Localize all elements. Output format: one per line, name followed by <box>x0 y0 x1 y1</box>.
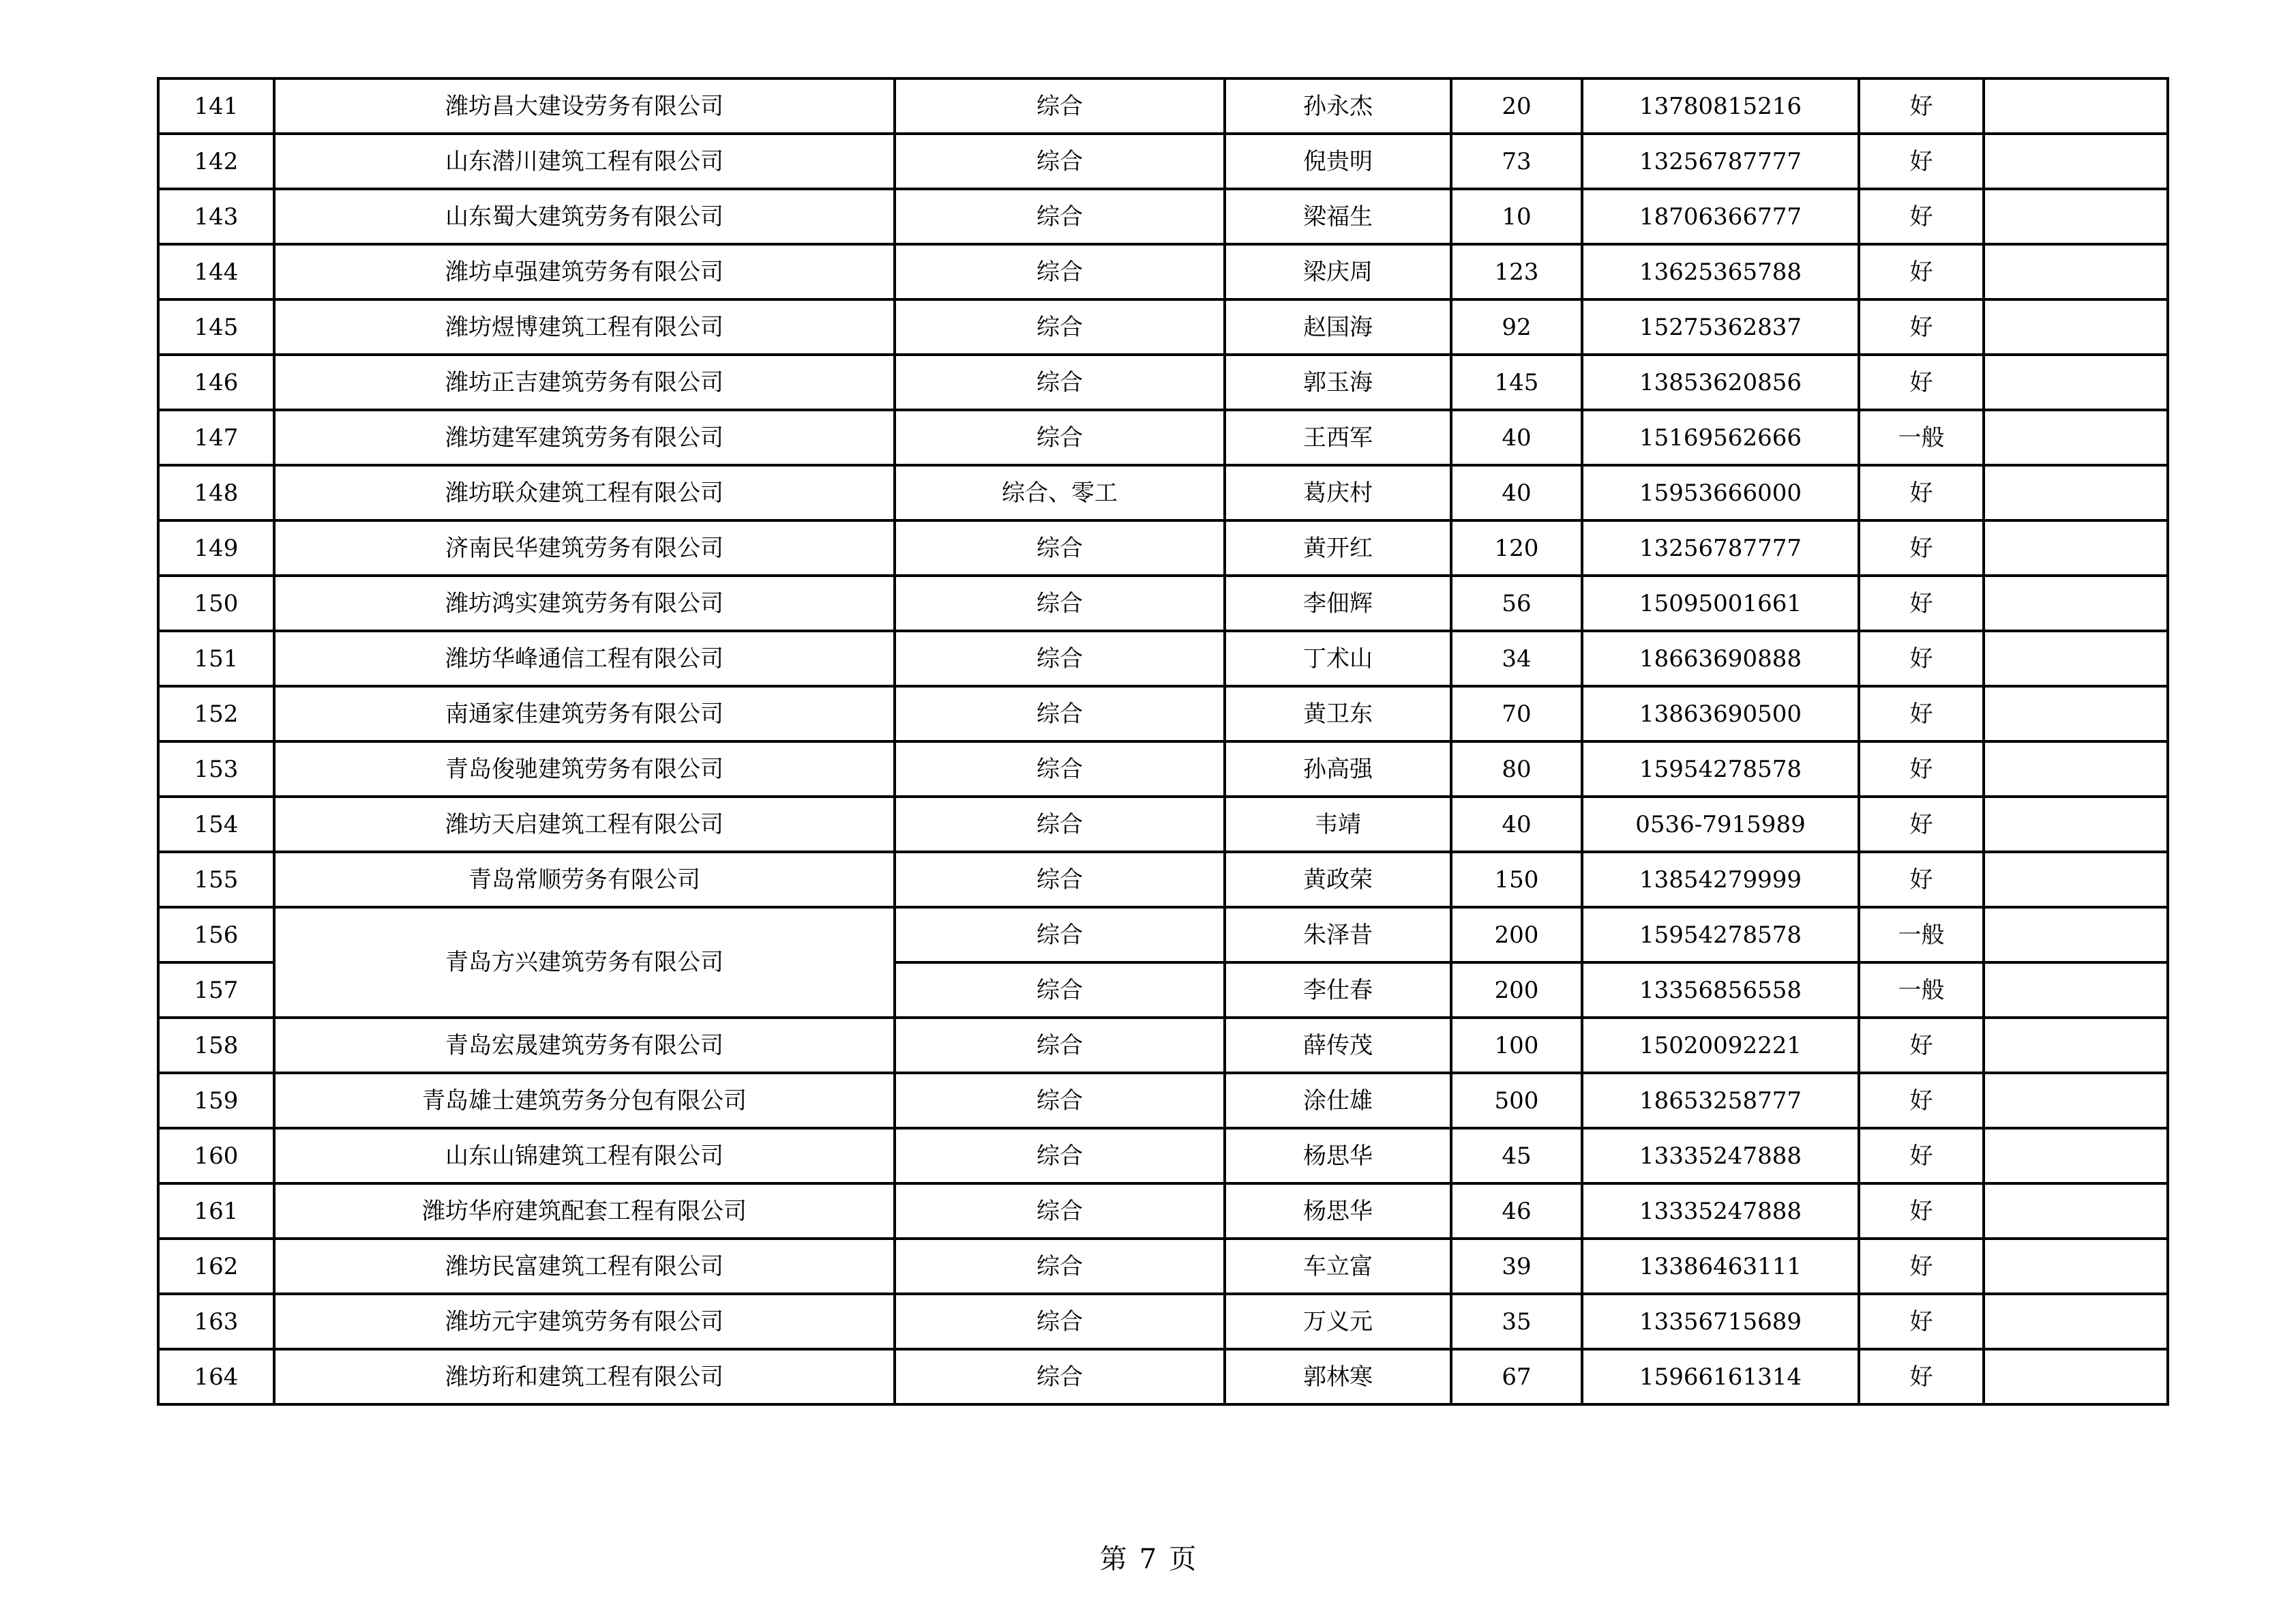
phone-number-cell: 13335247888 <box>1582 1128 1859 1183</box>
company-name-cell: 潍坊卓强建筑劳务有限公司 <box>274 244 895 299</box>
contact-person-cell: 丁术山 <box>1225 631 1451 686</box>
company-name-cell: 青岛宏晟建筑劳务有限公司 <box>274 1018 895 1073</box>
contact-person-cell: 郭林寒 <box>1225 1349 1451 1404</box>
contact-person-cell: 车立富 <box>1225 1239 1451 1294</box>
page-number-prefix: 第 <box>1099 1544 1127 1575</box>
contact-person-cell: 黄卫东 <box>1225 686 1451 741</box>
table-row <box>158 1349 2168 1404</box>
work-type-cell: 综合 <box>895 907 1225 962</box>
table-row <box>158 134 2168 189</box>
worker-count-cell: 34 <box>1451 631 1582 686</box>
row-number-cell: 159 <box>158 1073 274 1128</box>
worker-count-cell: 200 <box>1451 907 1582 962</box>
table-row <box>158 465 2168 520</box>
table-row <box>158 355 2168 410</box>
work-type-cell: 综合 <box>895 631 1225 686</box>
remark-cell <box>1984 1183 2168 1239</box>
remark-cell <box>1984 520 2168 576</box>
phone-number-cell: 13625365788 <box>1582 244 1859 299</box>
rating-cell: 好 <box>1859 741 1984 797</box>
row-number-cell: 145 <box>158 299 274 355</box>
work-type-cell: 综合 <box>895 1128 1225 1183</box>
work-type-cell: 综合 <box>895 797 1225 852</box>
row-number-cell: 154 <box>158 797 274 852</box>
work-type-cell: 综合 <box>895 1073 1225 1128</box>
contractor-table <box>157 77 2169 1406</box>
rating-cell: 一般 <box>1859 962 1984 1018</box>
row-number-cell: 162 <box>158 1239 274 1294</box>
rating-cell: 好 <box>1859 299 1984 355</box>
rating-cell: 好 <box>1859 1294 1984 1349</box>
company-name-cell: 潍坊煜博建筑工程有限公司 <box>274 299 895 355</box>
page-number-suffix: 页 <box>1169 1544 1197 1575</box>
remark-cell <box>1984 962 2168 1018</box>
company-name-cell: 潍坊天启建筑工程有限公司 <box>274 797 895 852</box>
company-name-cell: 潍坊民富建筑工程有限公司 <box>274 1239 895 1294</box>
worker-count-cell: 20 <box>1451 78 1582 134</box>
work-type-cell: 综合 <box>895 962 1225 1018</box>
row-number-cell: 158 <box>158 1018 274 1073</box>
remark-cell <box>1984 631 2168 686</box>
phone-number-cell: 13256787777 <box>1582 520 1859 576</box>
worker-count-cell: 40 <box>1451 410 1582 465</box>
worker-count-cell: 200 <box>1451 962 1582 1018</box>
company-name-cell: 青岛常顺劳务有限公司 <box>274 852 895 907</box>
rating-cell: 好 <box>1859 78 1984 134</box>
row-number-cell: 147 <box>158 410 274 465</box>
rating-cell: 好 <box>1859 134 1984 189</box>
company-name-cell: 潍坊元宇建筑劳务有限公司 <box>274 1294 895 1349</box>
company-name-cell: 济南民华建筑劳务有限公司 <box>274 520 895 576</box>
phone-number-cell: 0536-7915989 <box>1582 797 1859 852</box>
contact-person-cell: 万义元 <box>1225 1294 1451 1349</box>
row-number-cell: 141 <box>158 78 274 134</box>
company-name-cell: 南通家佳建筑劳务有限公司 <box>274 686 895 741</box>
rating-cell: 好 <box>1859 852 1984 907</box>
phone-number-cell: 13356856558 <box>1582 962 1859 1018</box>
work-type-cell: 综合 <box>895 520 1225 576</box>
company-name-cell: 山东蜀大建筑劳务有限公司 <box>274 189 895 244</box>
remark-cell <box>1984 1128 2168 1183</box>
phone-number-cell: 15966161314 <box>1582 1349 1859 1404</box>
contact-person-cell: 李佃辉 <box>1225 576 1451 631</box>
contact-person-cell: 黄开红 <box>1225 520 1451 576</box>
worker-count-cell: 123 <box>1451 244 1582 299</box>
phone-number-cell: 15954278578 <box>1582 907 1859 962</box>
page-number <box>0 1546 2296 1573</box>
row-number-cell: 155 <box>158 852 274 907</box>
rating-cell: 好 <box>1859 686 1984 741</box>
worker-count-cell: 35 <box>1451 1294 1582 1349</box>
table-row <box>158 520 2168 576</box>
phone-number-cell: 13853620856 <box>1582 355 1859 410</box>
worker-count-cell: 56 <box>1451 576 1582 631</box>
worker-count-cell: 67 <box>1451 1349 1582 1404</box>
contact-person-cell: 黄政荣 <box>1225 852 1451 907</box>
table-row <box>158 189 2168 244</box>
phone-number-cell: 15275362837 <box>1582 299 1859 355</box>
worker-count-cell: 40 <box>1451 797 1582 852</box>
remark-cell <box>1984 1349 2168 1404</box>
worker-count-cell: 145 <box>1451 355 1582 410</box>
rating-cell: 好 <box>1859 465 1984 520</box>
company-name-cell: 潍坊正吉建筑劳务有限公司 <box>274 355 895 410</box>
remark-cell <box>1984 410 2168 465</box>
worker-count-cell: 100 <box>1451 1018 1582 1073</box>
phone-number-cell: 15020092221 <box>1582 1018 1859 1073</box>
remark-cell <box>1984 1294 2168 1349</box>
company-name-cell: 青岛方兴建筑劳务有限公司 <box>274 907 895 1018</box>
work-type-cell: 综合 <box>895 1349 1225 1404</box>
row-number-cell: 156 <box>158 907 274 962</box>
rating-cell: 好 <box>1859 355 1984 410</box>
rating-cell: 好 <box>1859 576 1984 631</box>
worker-count-cell: 10 <box>1451 189 1582 244</box>
remark-cell <box>1984 465 2168 520</box>
work-type-cell: 综合 <box>895 299 1225 355</box>
work-type-cell: 综合 <box>895 1183 1225 1239</box>
remark-cell <box>1984 189 2168 244</box>
row-number-cell: 149 <box>158 520 274 576</box>
rating-cell: 好 <box>1859 797 1984 852</box>
row-number-cell: 152 <box>158 686 274 741</box>
phone-number-cell: 13780815216 <box>1582 78 1859 134</box>
rating-cell: 一般 <box>1859 907 1984 962</box>
remark-cell <box>1984 1073 2168 1128</box>
phone-number-cell: 13335247888 <box>1582 1183 1859 1239</box>
phone-number-cell: 18663690888 <box>1582 631 1859 686</box>
work-type-cell: 综合 <box>895 576 1225 631</box>
page-number-value: 7 <box>1139 1544 1157 1575</box>
rating-cell: 一般 <box>1859 410 1984 465</box>
remark-cell <box>1984 686 2168 741</box>
work-type-cell: 综合 <box>895 134 1225 189</box>
contact-person-cell: 葛庆村 <box>1225 465 1451 520</box>
table-row <box>158 852 2168 907</box>
table-row <box>158 1018 2168 1073</box>
work-type-cell: 综合 <box>895 1239 1225 1294</box>
worker-count-cell: 46 <box>1451 1183 1582 1239</box>
contact-person-cell: 孙高强 <box>1225 741 1451 797</box>
row-number-cell: 151 <box>158 631 274 686</box>
table-row <box>158 1183 2168 1239</box>
company-name-cell: 青岛俊驰建筑劳务有限公司 <box>274 741 895 797</box>
contact-person-cell: 倪贵明 <box>1225 134 1451 189</box>
rating-cell: 好 <box>1859 1018 1984 1073</box>
contractor-table-body <box>158 78 2168 1404</box>
table-row <box>158 741 2168 797</box>
work-type-cell: 综合 <box>895 852 1225 907</box>
work-type-cell: 综合 <box>895 1018 1225 1073</box>
company-name-cell: 潍坊珩和建筑工程有限公司 <box>274 1349 895 1404</box>
table-row <box>158 907 2168 962</box>
table-row <box>158 797 2168 852</box>
worker-count-cell: 80 <box>1451 741 1582 797</box>
work-type-cell: 综合、零工 <box>895 465 1225 520</box>
contact-person-cell: 梁福生 <box>1225 189 1451 244</box>
worker-count-cell: 40 <box>1451 465 1582 520</box>
contact-person-cell: 梁庆周 <box>1225 244 1451 299</box>
remark-cell <box>1984 355 2168 410</box>
contact-person-cell: 朱泽昔 <box>1225 907 1451 962</box>
table-row <box>158 299 2168 355</box>
table-row <box>158 686 2168 741</box>
company-name-cell: 山东山锦建筑工程有限公司 <box>274 1128 895 1183</box>
row-number-cell: 148 <box>158 465 274 520</box>
worker-count-cell: 39 <box>1451 1239 1582 1294</box>
phone-number-cell: 13256787777 <box>1582 134 1859 189</box>
contact-person-cell: 李仕春 <box>1225 962 1451 1018</box>
phone-number-cell: 18653258777 <box>1582 1073 1859 1128</box>
row-number-cell: 150 <box>158 576 274 631</box>
work-type-cell: 综合 <box>895 189 1225 244</box>
phone-number-cell: 13386463111 <box>1582 1239 1859 1294</box>
remark-cell <box>1984 244 2168 299</box>
row-number-cell: 161 <box>158 1183 274 1239</box>
contact-person-cell: 杨思华 <box>1225 1183 1451 1239</box>
row-number-cell: 163 <box>158 1294 274 1349</box>
row-number-cell: 146 <box>158 355 274 410</box>
worker-count-cell: 70 <box>1451 686 1582 741</box>
work-type-cell: 综合 <box>895 355 1225 410</box>
work-type-cell: 综合 <box>895 1294 1225 1349</box>
company-name-cell: 青岛雄士建筑劳务分包有限公司 <box>274 1073 895 1128</box>
rating-cell: 好 <box>1859 189 1984 244</box>
table-row <box>158 1128 2168 1183</box>
company-name-cell: 潍坊鸿实建筑劳务有限公司 <box>274 576 895 631</box>
worker-count-cell: 45 <box>1451 1128 1582 1183</box>
row-number-cell: 160 <box>158 1128 274 1183</box>
rating-cell: 好 <box>1859 1128 1984 1183</box>
remark-cell <box>1984 299 2168 355</box>
worker-count-cell: 500 <box>1451 1073 1582 1128</box>
remark-cell <box>1984 907 2168 962</box>
table-row <box>158 410 2168 465</box>
company-name-cell: 潍坊昌大建设劳务有限公司 <box>274 78 895 134</box>
phone-number-cell: 13356715689 <box>1582 1294 1859 1349</box>
row-number-cell: 153 <box>158 741 274 797</box>
remark-cell <box>1984 852 2168 907</box>
remark-cell <box>1984 1239 2168 1294</box>
contact-person-cell: 杨思华 <box>1225 1128 1451 1183</box>
phone-number-cell: 13863690500 <box>1582 686 1859 741</box>
table-row <box>158 576 2168 631</box>
company-name-cell: 潍坊建军建筑劳务有限公司 <box>274 410 895 465</box>
remark-cell <box>1984 797 2168 852</box>
contact-person-cell: 赵国海 <box>1225 299 1451 355</box>
work-type-cell: 综合 <box>895 78 1225 134</box>
company-name-cell: 潍坊联众建筑工程有限公司 <box>274 465 895 520</box>
rating-cell: 好 <box>1859 244 1984 299</box>
contact-person-cell: 孙永杰 <box>1225 78 1451 134</box>
work-type-cell: 综合 <box>895 741 1225 797</box>
table-row <box>158 1294 2168 1349</box>
rating-cell: 好 <box>1859 1073 1984 1128</box>
phone-number-cell: 13854279999 <box>1582 852 1859 907</box>
rating-cell: 好 <box>1859 1183 1984 1239</box>
row-number-cell: 143 <box>158 189 274 244</box>
worker-count-cell: 73 <box>1451 134 1582 189</box>
phone-number-cell: 15953666000 <box>1582 465 1859 520</box>
work-type-cell: 综合 <box>895 244 1225 299</box>
row-number-cell: 157 <box>158 962 274 1018</box>
company-name-cell: 潍坊华峰通信工程有限公司 <box>274 631 895 686</box>
table-row <box>158 1073 2168 1128</box>
remark-cell <box>1984 576 2168 631</box>
worker-count-cell: 150 <box>1451 852 1582 907</box>
table-row <box>158 78 2168 134</box>
phone-number-cell: 18706366777 <box>1582 189 1859 244</box>
row-number-cell: 164 <box>158 1349 274 1404</box>
phone-number-cell: 15169562666 <box>1582 410 1859 465</box>
phone-number-cell: 15954278578 <box>1582 741 1859 797</box>
remark-cell <box>1984 741 2168 797</box>
remark-cell <box>1984 1018 2168 1073</box>
worker-count-cell: 120 <box>1451 520 1582 576</box>
table-row <box>158 1239 2168 1294</box>
remark-cell <box>1984 134 2168 189</box>
phone-number-cell: 15095001661 <box>1582 576 1859 631</box>
contact-person-cell: 郭玉海 <box>1225 355 1451 410</box>
work-type-cell: 综合 <box>895 410 1225 465</box>
contact-person-cell: 韦靖 <box>1225 797 1451 852</box>
rating-cell: 好 <box>1859 1349 1984 1404</box>
contact-person-cell: 薛传茂 <box>1225 1018 1451 1073</box>
work-type-cell: 综合 <box>895 686 1225 741</box>
contact-person-cell: 王西军 <box>1225 410 1451 465</box>
contact-person-cell: 涂仕雄 <box>1225 1073 1451 1128</box>
rating-cell: 好 <box>1859 1239 1984 1294</box>
row-number-cell: 142 <box>158 134 274 189</box>
rating-cell: 好 <box>1859 520 1984 576</box>
remark-cell <box>1984 78 2168 134</box>
company-name-cell: 潍坊华府建筑配套工程有限公司 <box>274 1183 895 1239</box>
table-row <box>158 631 2168 686</box>
table-row <box>158 244 2168 299</box>
company-name-cell: 山东潜川建筑工程有限公司 <box>274 134 895 189</box>
rating-cell: 好 <box>1859 631 1984 686</box>
worker-count-cell: 92 <box>1451 299 1582 355</box>
row-number-cell: 144 <box>158 244 274 299</box>
